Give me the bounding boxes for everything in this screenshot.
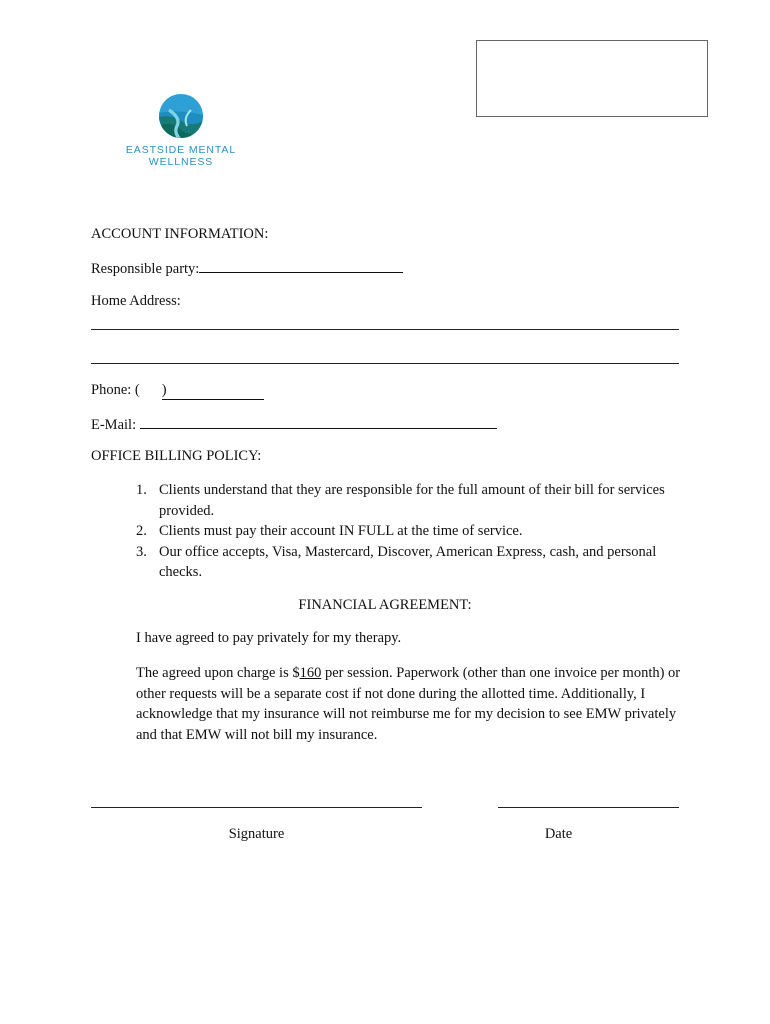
charge-prefix: The agreed upon charge is $ [136,665,300,681]
list-item-number: 2. [136,523,147,539]
list-item [136,521,686,542]
phone-area-code-field[interactable] [140,381,162,394]
responsible-party-row [91,259,403,278]
charge-suffix: per session. Paperwork (other than one invoice per month) or other requests will be a separate cost if not done during the allotted time. Additionally, I acknowledge that my insurance will not reimburse me for my decision to see EMW privately and that EMW will not bill my insurance. [136,665,681,743]
date-label: Date [544,826,573,842]
signature-label: Signature [228,826,285,842]
logo [125,92,237,172]
list-item-number: 1. [136,482,147,498]
responsible-party-label: Responsible party: [91,261,200,277]
account-heading: ACCOUNT INFORMATION: [91,226,269,242]
list-item-number: 3. [136,543,147,560]
phone-row [91,381,264,400]
signature-line[interactable] [91,807,422,808]
email-row [91,415,497,434]
list-item-text: Clients must pay their account IN FULL at the time of service. [159,523,523,539]
date-line[interactable] [498,807,679,808]
list-item [136,480,686,521]
phone-label: Phone: ( [91,382,140,398]
phone-paren: ) [161,382,167,398]
responsible-party-field[interactable] [199,259,403,273]
home-address-line-2[interactable] [91,363,679,364]
logo-text-line2: WELLNESS [148,156,214,168]
agreement-heading: FINANCIAL AGREEMENT: [298,597,472,613]
list-item-text: Our office accepts, Visa, Mastercard, Discover, American Express, cash, and personal checks. [159,543,657,580]
billing-heading: OFFICE BILLING POLICY: [91,448,262,464]
list-item [136,542,686,583]
home-address-label: Home Address: [91,293,181,309]
email-label: E-Mail: [91,417,137,433]
billing-policy-list [136,480,686,583]
agreement-terms [136,663,682,745]
agreement-intro: I have agreed to pay privately for my therapy. [136,630,402,646]
home-address-line-1[interactable] [91,329,679,330]
phone-number-field[interactable] [162,382,264,400]
logo-emblem [125,92,237,142]
charge-amount: 160 [299,665,322,681]
logo-text-line1: EASTSIDE MENTAL [125,144,237,156]
list-item-text: Clients understand that they are responsible for the full amount of their bill for services provided. [159,482,665,519]
blank-stamp-box [476,40,708,117]
email-field[interactable] [140,415,497,429]
